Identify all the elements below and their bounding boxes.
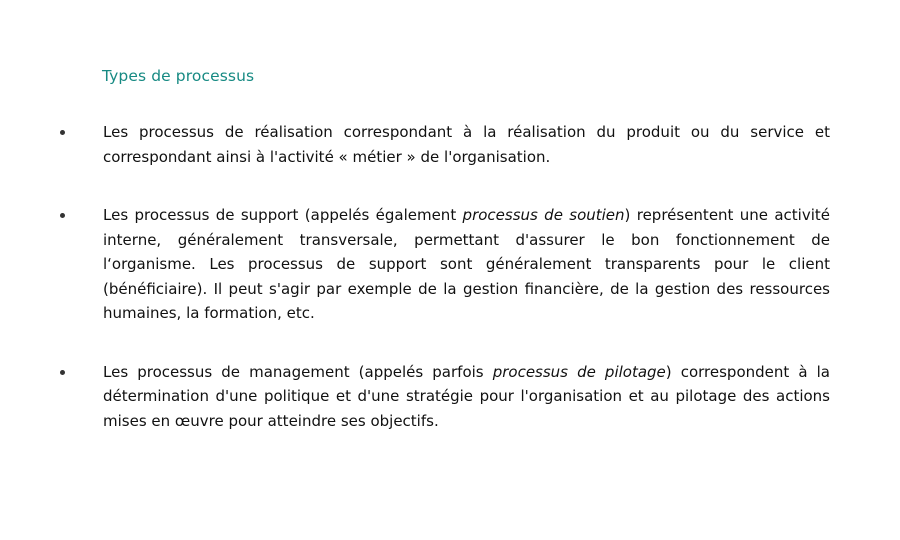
- bullet-text-before: Les processus de support (appelés également: [103, 206, 463, 224]
- bullet-text-main: Les processus de réalisation correspondant à la réalisation du produit ou du service et correspondant ainsi à l'activité « métier » de l'organisation.: [103, 123, 830, 166]
- bullet-text-italic: processus de soutien: [462, 206, 625, 224]
- bullet-text-after: ) représentent une activité interne, généralement transversale, permettant d'assurer le bon fonctionnement de l‘organisme. Les processus de support sont généralement transparents pour le client (bénéficiaire). Il peut s'agir par exemple de la gestion financière, de la gestion des ressources humaines, la formation, etc.: [103, 206, 830, 322]
- bullet-text-italic: processus de pilotage: [492, 362, 666, 381]
- bullet-item-realisation: [60, 120, 830, 169]
- bullet-text: [103, 206, 830, 322]
- bullet-text: [103, 363, 830, 430]
- bullet-dot-icon: [60, 213, 65, 218]
- bullet-item-management: [60, 360, 830, 434]
- bullet-list: [60, 120, 830, 433]
- bullet-text-after: ) correspondent à la détermination d'une politique et d'une stratégie pour l'organisation et au pilotage des actions mises en œuvre pour atteindre ses objectifs.: [103, 362, 830, 430]
- bullet-dot-icon: [60, 130, 65, 135]
- bullet-dot-icon: [60, 370, 65, 375]
- slide-title: Types de processus: [102, 67, 255, 85]
- bullet-text: [103, 123, 830, 166]
- bullet-text-before: Les processus de management (appelés parfois: [103, 362, 493, 381]
- bullet-item-support: [60, 203, 830, 326]
